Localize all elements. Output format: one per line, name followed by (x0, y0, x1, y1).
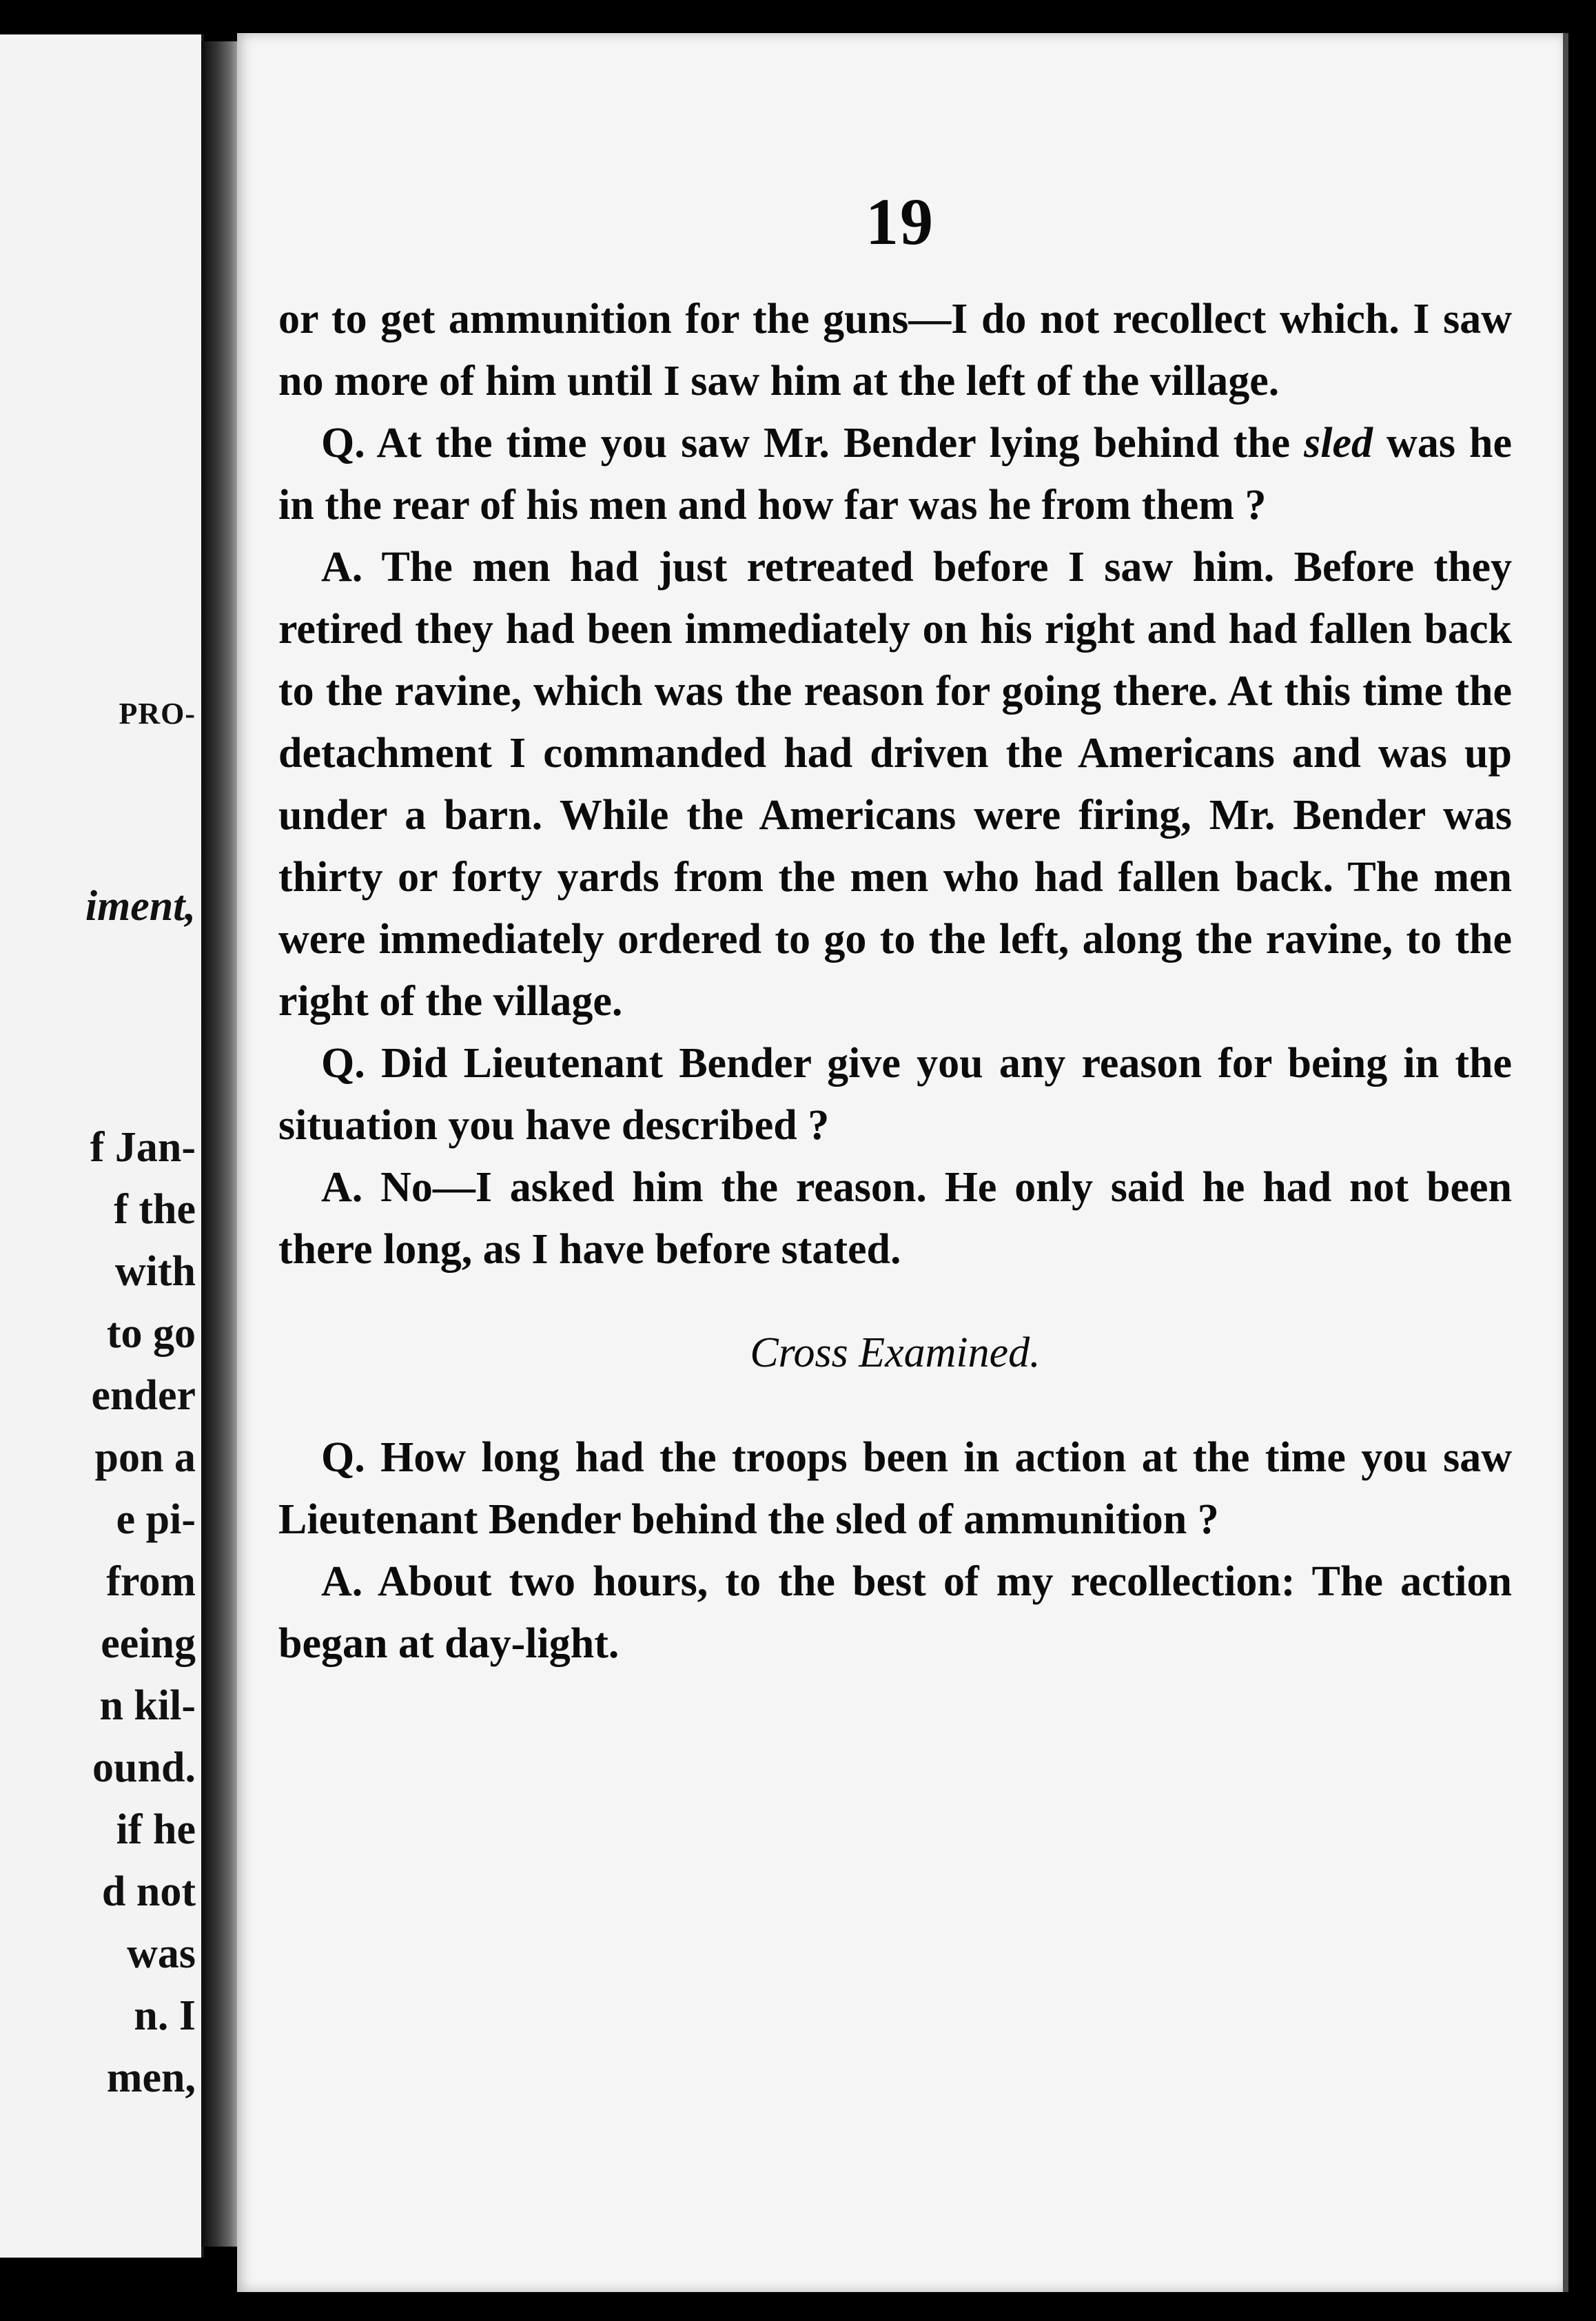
answer-paragraph: A. About two hours, to the best of my recollection: The action began at day-light. (278, 1558, 1512, 1667)
facing-page (0, 34, 204, 2258)
facing-page-fragment: from (106, 1558, 196, 1605)
facing-page-fragment: iment, (85, 883, 196, 930)
question-paragraph: Q. Did Lieutenant Bender give you any reason for being in the situation you have described ? (278, 1040, 1512, 1149)
facing-page-fragment: f Jan- (90, 1124, 196, 1171)
facing-page-fragment: e pi- (116, 1496, 196, 1543)
facing-page-fragment: with (114, 1248, 196, 1295)
facing-page-fragment: ender (91, 1372, 196, 1419)
question-paragraph (278, 412, 1512, 536)
facing-page-fragment: if he (116, 1806, 196, 1853)
question-text-start: Q. At the time you saw Mr. Bender lying behind the (321, 420, 1305, 467)
page (237, 33, 1568, 2292)
facing-page-fragment: pon a (94, 1434, 196, 1481)
facing-page-fragment: eeing (101, 1620, 196, 1667)
question-paragraph: Q. How long had the troops been in action at the time you saw Lieutenant Bender behind the sled of ammunition ? (278, 1434, 1512, 1543)
question-text-end: was he in the rear of his men and how far was he from them ? (278, 420, 1513, 529)
facing-page-fragment: men, (106, 2054, 196, 2101)
facing-page-text (0, 34, 201, 2258)
section-heading: Cross Examined. (750, 1329, 1041, 1376)
facing-page-fragment: d not (101, 1868, 196, 1915)
answer-paragraph: A. No—I asked him the reason. He only said he had not been there long, as I have before stated. (278, 1164, 1512, 1273)
facing-page-fragment: n. I (134, 1992, 196, 2039)
answer-paragraph: A. The men had just retreated before I saw him. Before they retired they had been immediately on his right and had fallen back to the ravine, which was the reason for going there. At this time the detachment I commanded had driven the Americans and was up under a barn. While the Americans were firing, Mr. Bender was thirty or forty yards from the men who had fallen back. The men were immediately ordered to go to the left, along the ravine, to the right of the village. (278, 544, 1512, 1025)
facing-page-fragment: ound. (92, 1744, 196, 1791)
paragraph-continuation: or to get ammunition for the guns—I do not recollect which. I saw no more of him until I saw him at the left of the village. (278, 296, 1512, 405)
book-gutter (201, 41, 237, 2247)
page-number: 19 (866, 185, 934, 258)
facing-page-fragment: f the (114, 1186, 196, 1233)
body-text (278, 288, 1512, 1675)
italic-word: sled (1304, 420, 1373, 467)
facing-page-fragment: PRO- (119, 697, 196, 730)
facing-page-fragment: was (127, 1930, 196, 1977)
facing-page-fragment: to go (106, 1310, 196, 1357)
facing-page-fragment: n kil- (99, 1682, 196, 1729)
